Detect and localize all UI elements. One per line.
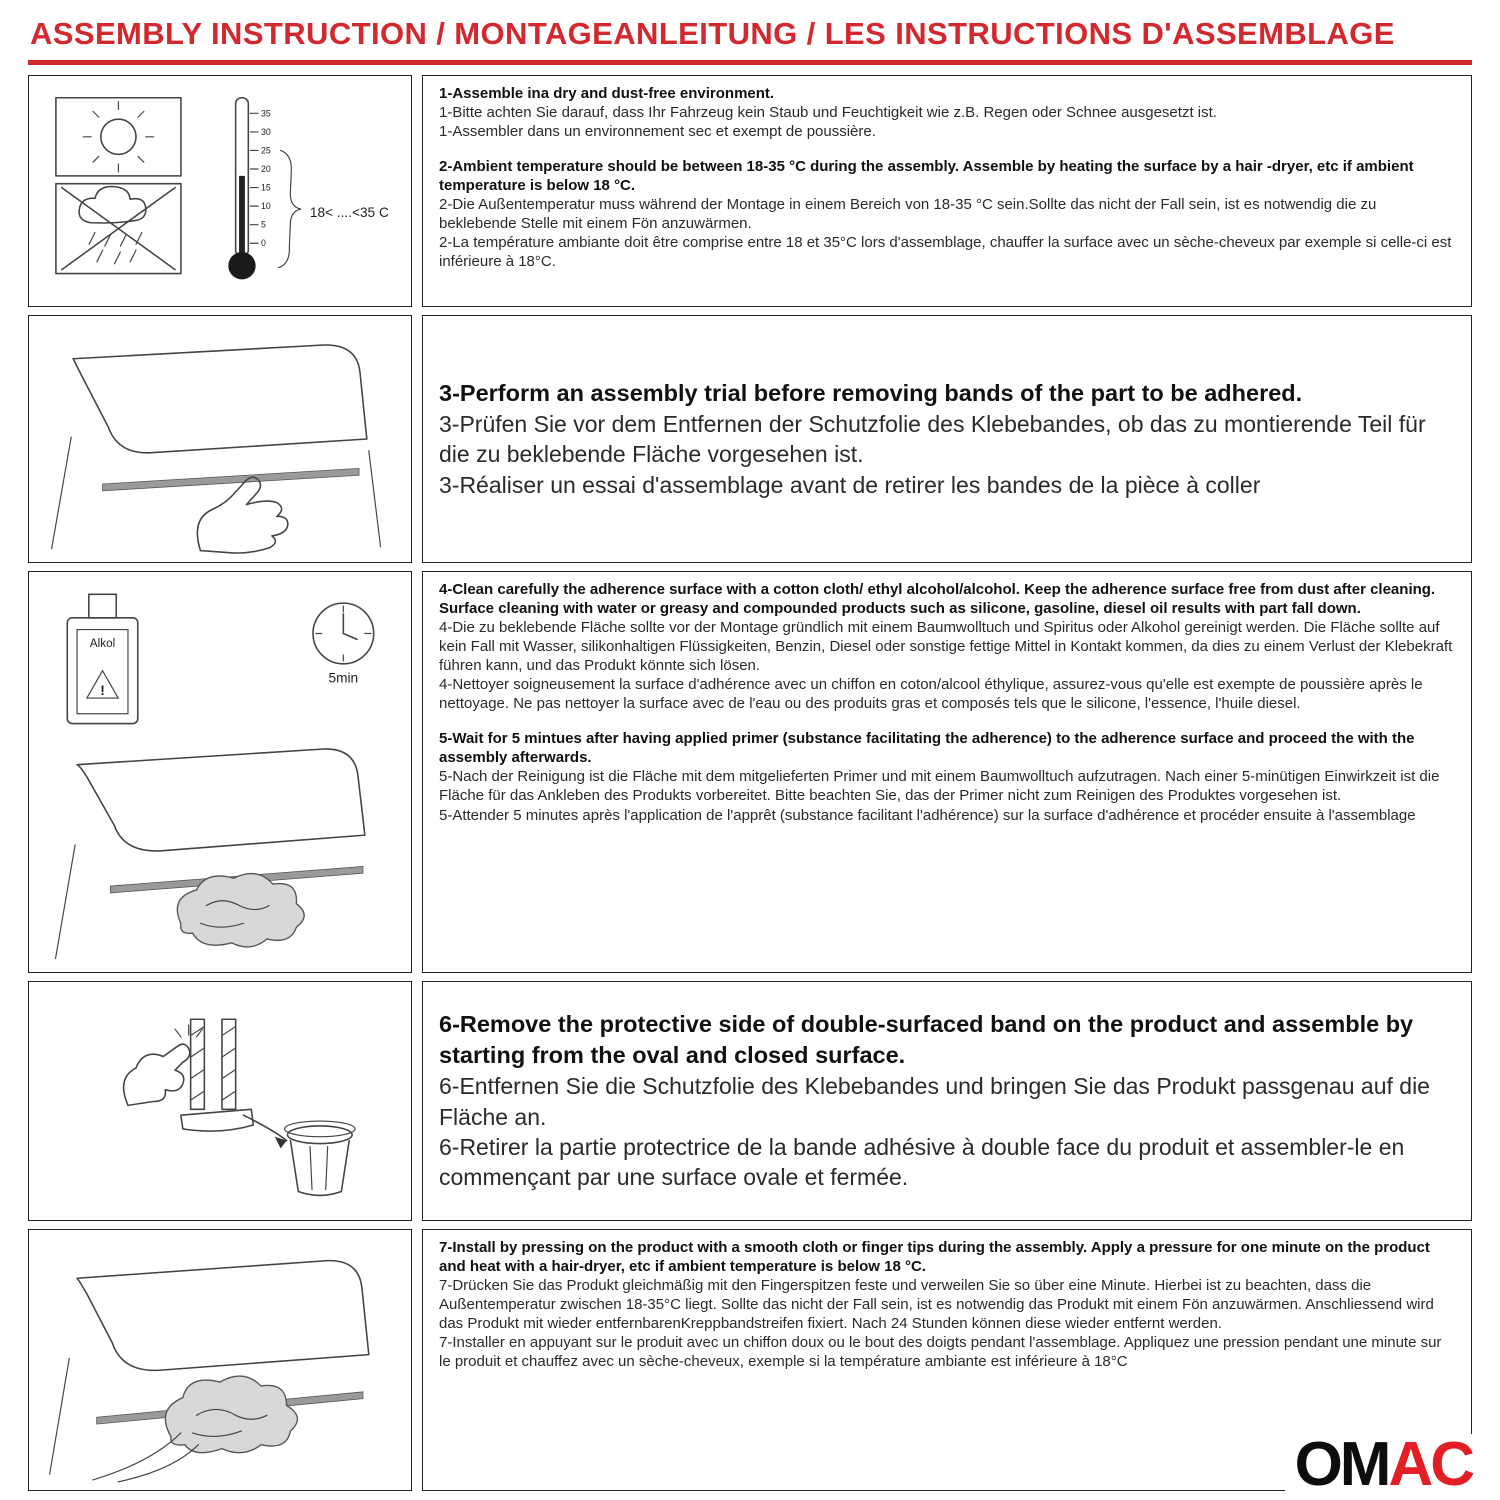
tick-label: 15 (261, 182, 271, 193)
protective-band-icon (181, 1019, 253, 1131)
instruction-7-fr: 7-Installer en appuyant sur le produit avec un chiffon doux ou le bout des doigts pendant l'assemblage. Appliquez une pression pendant une minute sur le produit et chauffez avec un sèche-cheveux, exemple si la température ambiante est inférieure à 18°C (439, 1334, 1442, 1371)
trial-illustration (28, 315, 412, 563)
sun-icon (56, 98, 181, 176)
warning-icon (87, 671, 118, 698)
instruction-4-de: 4-Die zu beklebende Fläche sollte vor der Montage gründlich mit einem Baumwolltuch und Spiritus oder Alkohol gereinigt werden. Die Fläche sollte auf kein Fall mit Wasser, silikonhaltigen Flüssigkeiten, Benzin, Diesel oder sonstige fettige Mittel in Kontakt kommen, da dies zu einem Verlust der Klebekraft führen kann, und das Produkt könnte sich lösen. (439, 619, 1453, 675)
thermometer-icon (228, 98, 389, 280)
cleaning-text (422, 571, 1472, 973)
instruction-2-de: 2-Die Außentemperatur muss während der Montage in einem Bereich von 18-35 °C sein.Sollte das nicht der Fall sein, ist es notwendig die zu beklebende Stelle mit einem Fön anzuwärmen. (439, 196, 1377, 233)
pressing-svg (34, 1235, 406, 1485)
tick-label: 35 (261, 108, 271, 119)
instruction-2-en: 2-Ambient temperature should be between 18-35 °C during the assembly. Assemble by heating the surface by a hair -dryer, etc if ambient temperature is below 18 °C. (439, 158, 1414, 195)
page-title: ASSEMBLY INSTRUCTION / MONTAGEANLEITUNG / LES INSTRUCTIONS D'ASSEMBLAGE (30, 16, 1395, 51)
instruction-6-en: 6-Remove the protective side of double-surfaced band on the product and assemble by starting from the oval and closed surface. (439, 1011, 1414, 1069)
tick-label: 5 (261, 219, 266, 230)
section-environment (28, 75, 1472, 307)
clock-icon (313, 603, 374, 685)
pressing-cloth-icon (165, 1376, 297, 1453)
tape-removal-svg (34, 986, 406, 1216)
instruction-6-de: 6-Entfernen Sie die Schutzfolie des Klebebandes und bringen Sie das Produkt passgenau auf die Fläche an. (439, 1073, 1430, 1130)
instruction-4-fr: 4-Nettoyer soigneusement la surface d'adhérence avec un chiffon en coton/alcool éthylique, assurez-vous qu'elle est exempte de poussière après le nettoyage. Ne pas nettoyer la surface avec de l'eau ou des produits gras et composés tels que le silicone, l'essence, l'huile diesel. (439, 676, 1423, 713)
tick-label: 20 (261, 163, 271, 174)
section-assembly-trial (28, 315, 1472, 563)
instruction-5-fr: 5-Attender 5 minutes après l'application de l'apprêt (substance facilitant l'adhérence) sur la surface d'adhérence et procéder ensuite à l'assemblage (439, 806, 1416, 824)
alcohol-bottle-icon (67, 594, 137, 723)
tape-removal-text (422, 981, 1472, 1221)
title-divider (28, 60, 1472, 65)
tape-removal-illustration (28, 981, 412, 1221)
temperature-range-label: 18< ....<35 C (309, 204, 389, 220)
tick-label: 0 (261, 238, 266, 249)
instruction-3-en: 3-Perform an assembly trial before removing bands of the part to be adhered. (439, 379, 1303, 406)
logo-text-black: OM (1294, 1430, 1389, 1499)
omac-logo (1285, 1430, 1474, 1499)
instruction-7-de: 7-Drücken Sie das Produkt gleichmäßig mit den Fingerspitzen feste und verweilen Sie so über eine Minute. Hierbei ist zu beachten, dass die Außentemperatur zwischen 18-35°C liegt. Sollte das nicht der Fall sein, ist es notwendig das Produkt mit einem Fön anzuwärmen. Anschliessend wird das Produkt mit wieder entfernbarenKreppbandstreifen fixiert. Nach 24 Stunden können diese wieder entfernt werden. (439, 1277, 1434, 1333)
tick-label: 10 (261, 201, 271, 212)
tick-label: 30 (261, 126, 271, 137)
instruction-2-fr: 2-La température ambiante doit être comprise entre 18 et 35°C lors d'assemblage, chauffer la surface avec un sèche-cheveux par exemple si celle-ci est inférieure à 18°C. (439, 234, 1452, 271)
section-cleaning (28, 571, 1472, 973)
instruction-6-fr: 6-Retirer la partie protectrice de la bande adhésive à double face du produit et assembler-le en commençant par une surface ovale et fermée. (439, 1134, 1405, 1191)
pressing-illustration (28, 1229, 412, 1491)
instruction-5-en: 5-Wait for 5 mintues after having applied primer (substance facilitating the adherence) to the adherence surface and proceed the with the assembly afterwards. (439, 730, 1415, 767)
instruction-5-de: 5-Nach der Reinigung ist die Fläche mit dem mitgelieferten Primer und mit einem Baumwolltuch aufzutragen. Nach einer 5-minütigen Einwirkzeit ist die Fläche für das Ankleben des Produkts vorbereitet. Bitte beachten Sie, das der Primer nicht zum Reinigen des Produktes vorgesehen ist. (439, 768, 1440, 805)
instruction-1-de: 1-Bitte achten Sie darauf, dass Ihr Fahrzeug kein Staub und Feuchtigkeit wie z.B. Regen oder Schnee ausgesetzt ist. (439, 104, 1217, 122)
svg-text:!: ! (100, 683, 105, 699)
environment-text (422, 75, 1472, 307)
tick-label: 25 (261, 145, 271, 156)
section-tape-removal (28, 981, 1472, 1221)
logo-text-red: AC (1388, 1430, 1472, 1499)
instruction-7-en: 7-Install by pressing on the product with a smooth cloth or finger tips during the assembly. Apply a pressure for one minute on the product and heat with a hair-dryer, etc if ambient temperature is below 18 °C. (439, 1239, 1430, 1276)
car-window-icon (52, 345, 381, 549)
section-pressing (28, 1229, 1472, 1491)
instruction-4-en: 4-Clean carefully the adherence surface with a cotton cloth/ ethyl alcohol/alcohol. Keep the adherence surface free from dust after cleaning. Surface cleaning with water or greasy and compounded products such as silicone, gasoline, diesel oil results with part fall down. (439, 581, 1436, 618)
instruction-3-de: 3-Prüfen Sie vor dem Entfernen der Schutzfolie des Klebebandes, ob das zu montierende Teil für die zu beklebende Fläche vorgesehen ist. (439, 410, 1426, 468)
no-rain-icon (56, 184, 181, 274)
wait-time-label: 5min (328, 670, 359, 686)
cleaning-illustration (28, 571, 412, 973)
environment-svg (34, 86, 406, 296)
instruction-1-fr: 1-Assembler dans un environnement sec et exempt de poussière. (439, 123, 876, 141)
trash-can-icon (285, 1121, 355, 1195)
instruction-1-en: 1-Assemble ina dry and dust-free environment. (439, 85, 775, 102)
arrow-icon (243, 1115, 286, 1148)
hand-icon (197, 477, 287, 553)
bottle-label: Alkol (89, 637, 116, 651)
trial-text (422, 315, 1472, 563)
cleaning-svg (34, 577, 406, 967)
trial-svg (34, 321, 406, 557)
trim-strip (103, 468, 359, 491)
environment-illustration (28, 75, 412, 307)
instruction-3-fr: 3-Réaliser un essai d'assemblage avant de retirer les bandes de la pièce à coller (439, 471, 1261, 498)
